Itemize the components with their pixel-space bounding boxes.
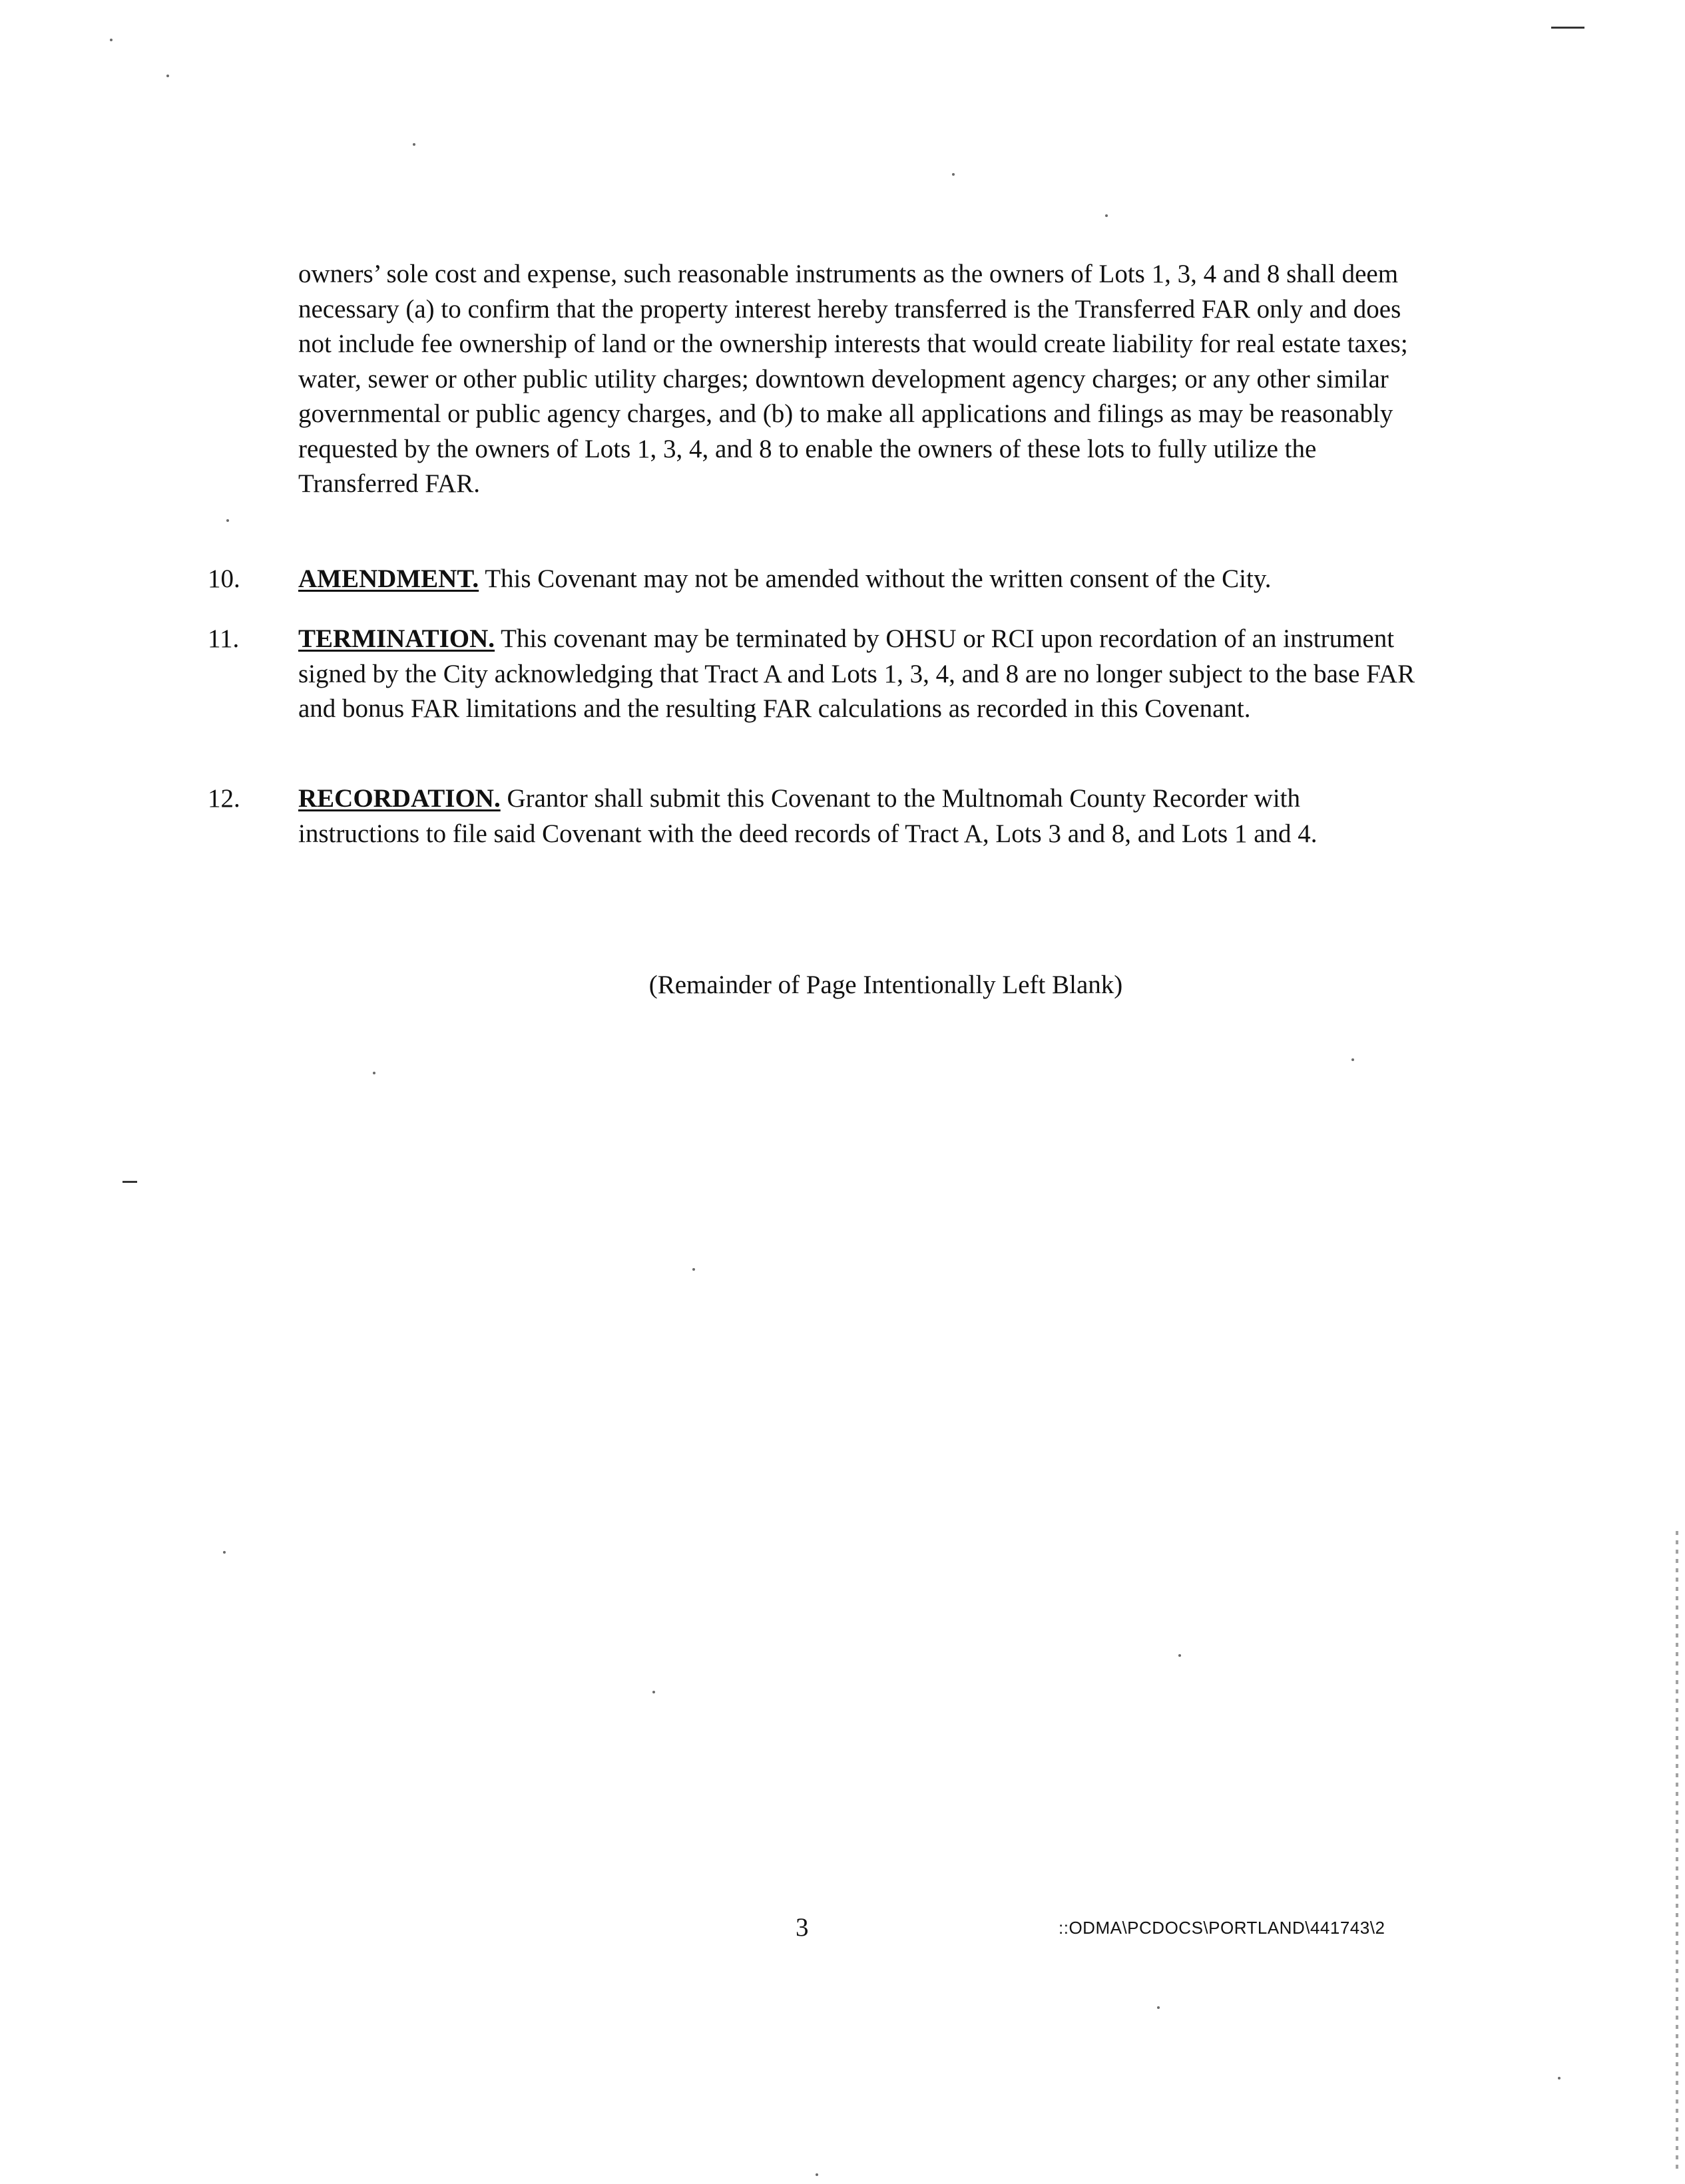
scan-speck bbox=[652, 1691, 655, 1693]
scan-speck bbox=[413, 143, 415, 146]
scan-speck bbox=[1178, 1654, 1181, 1657]
document-path-footer: ::ODMA\PCDOCS\PORTLAND\441743\2 bbox=[1059, 1918, 1385, 1938]
scan-speck bbox=[1351, 1058, 1354, 1061]
scan-speck bbox=[952, 173, 955, 176]
remainder-blank-note: (Remainder of Page Intentionally Left Blank) bbox=[648, 971, 1123, 999]
section-number: 10. bbox=[208, 564, 240, 593]
scan-speck bbox=[226, 519, 229, 522]
scan-speck bbox=[692, 1268, 695, 1271]
section-text: Grantor shall submit this Covenant to the Multnomah County Recorder with instructions to file said Covenant with the deed records of Tract A, Lots 3 and 8, and Lots 1 and 4. bbox=[298, 784, 1318, 848]
continuation-paragraph: owners’ sole cost and expense, such reasonable instruments as the owners of Lots 1, 3, 4 and 8 shall deem necessary (a) to confirm that the property interest hereby transferred is the Transferred FAR only and does not include fee ownership of land or the ownership interests that would create liability for real estate taxes; water, sewer or other public utility charges; downtown development agency charges; or any other similar governmental or public agency charges, and (b) to make all applications and filings as may be reasonably requested by the owners of Lots 1, 3, 4, and 8 to enable the owners of these lots to fully utilize the Transferred FAR. bbox=[298, 260, 1408, 498]
scan-speck bbox=[223, 1551, 226, 1554]
scan-mark bbox=[1551, 27, 1584, 29]
page-number: 3 bbox=[796, 1913, 809, 1942]
section-heading: AMENDMENT. bbox=[298, 564, 479, 593]
scan-mark bbox=[122, 1181, 137, 1183]
scan-speck bbox=[1157, 2006, 1160, 2009]
scan-speck bbox=[1105, 214, 1108, 217]
section-text: This Covenant may not be amended without the written consent of the City. bbox=[485, 564, 1272, 593]
section-heading: TERMINATION. bbox=[298, 624, 495, 653]
section-text: This covenant may be terminated by OHSU or RCI upon recordation of an instrument signed by the City acknowledging that Tract A and Lots 1, 3, 4, and 8 are no longer subject to the base FAR and bonus FAR limitations and the resulting FAR calculations as recorded in this Covenant. bbox=[298, 624, 1415, 723]
section-body bbox=[298, 562, 1417, 597]
scan-speck bbox=[816, 2173, 818, 2176]
scan-speck bbox=[166, 75, 169, 77]
scan-edge-strip bbox=[1676, 1531, 1678, 2170]
section-number: 12. bbox=[208, 784, 240, 813]
section-body bbox=[298, 781, 1417, 851]
section-body bbox=[298, 622, 1417, 727]
scan-speck bbox=[373, 1072, 375, 1074]
section-number: 11. bbox=[208, 624, 240, 653]
scan-speck bbox=[1558, 2077, 1561, 2079]
section-heading: RECORDATION. bbox=[298, 784, 501, 813]
scan-speck bbox=[110, 39, 113, 41]
